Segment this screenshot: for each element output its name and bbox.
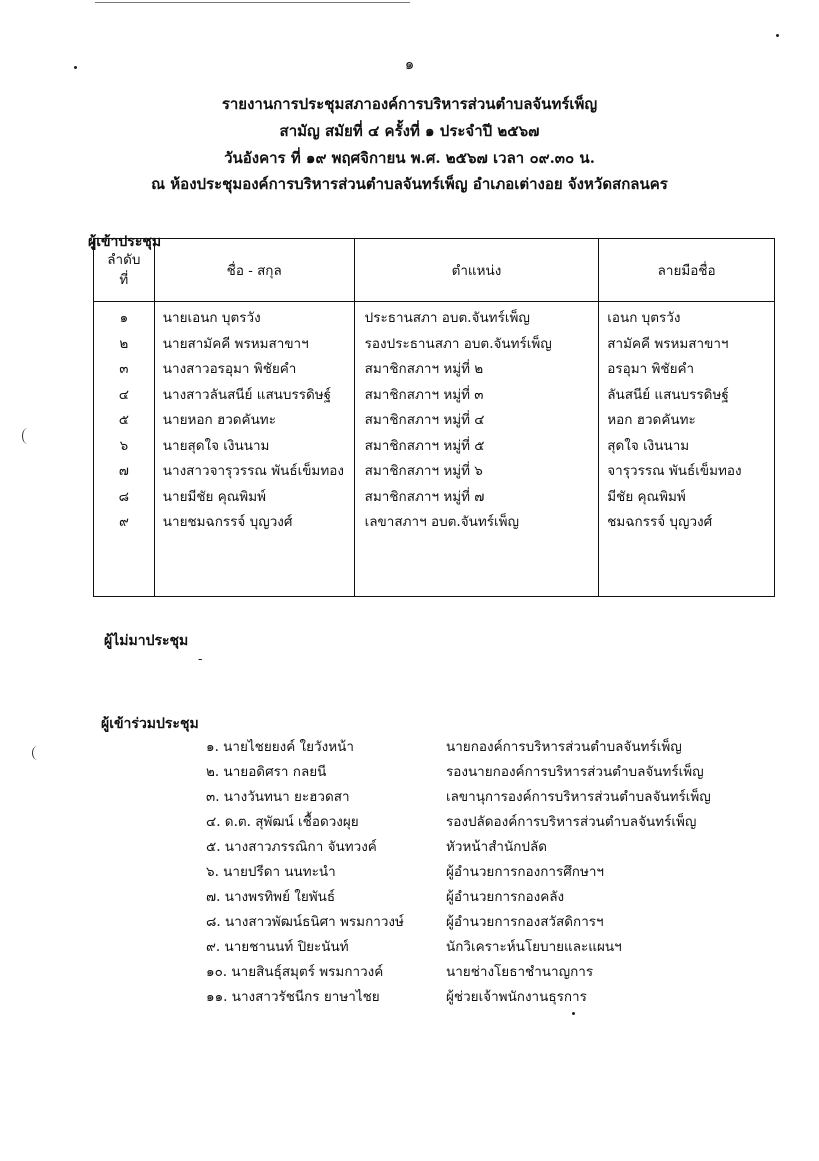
row-position: สมาชิกสภาฯ หมู่ที่ ๖ <box>364 463 483 479</box>
row-no: ๔ <box>118 386 129 403</box>
row-name: นางสาวอรอุมา พิชัยคำ <box>162 361 297 377</box>
participant-position: ผู้อำนวยการกองคลัง <box>446 889 565 905</box>
attendees-label: ผู้เข้าประชุม <box>88 234 162 250</box>
session-line: สามัญ สมัยที่ ๔ ครั้งที่ ๑ ประจำปี ๒๕๖๗ <box>279 122 540 140</box>
no-column <box>94 302 155 597</box>
report-title: รายงานการประชุมสภาองค์การบริหารส่วนตำบลจันทร์เพ็ญ <box>221 95 598 113</box>
participant-position: นายกองค์การบริหารส่วนตำบลจันทร์เพ็ญ <box>446 739 682 755</box>
scan-edge-line <box>95 2 410 3</box>
col-header-no <box>94 239 155 302</box>
row-signature: ลันสนีย์ แสนบรรดิษฐ์ <box>607 386 729 403</box>
participant-position: เลขานุการองค์การบริหารส่วนตำบลจันทร์เพ็ญ <box>446 789 711 805</box>
row-position: สมาชิกสภาฯ หมู่ที่ ๔ <box>364 412 485 428</box>
list-item <box>206 910 766 934</box>
row-no: ๕ <box>118 412 129 428</box>
list-item <box>206 810 766 834</box>
participant-name: ๙. นายชานนท์ ปิยะนันท์ <box>206 939 349 955</box>
row-position: รองประธานสภา อบต.จันทร์เพ็ญ <box>364 335 552 352</box>
participant-name: ๗. นางพรทิพย์ ใยพันธ์ <box>206 889 336 905</box>
row-name: นายสามัคคี พรหมสาขาฯ <box>162 335 309 352</box>
venue-line: ณ ห้องประชุมองค์การบริหารส่วนตำบลจันทร์เพ็ญ อำเภอเต่างอย จังหวัดสกลนคร <box>151 175 668 193</box>
row-no: ๖ <box>119 437 129 454</box>
row-name: นายมีชัย คุณพิมพ์ <box>162 488 266 505</box>
row-name: นางสาวลันสนีย์ แสนบรรดิษฐ์ <box>162 386 332 403</box>
attendees-table <box>93 238 775 597</box>
list-item <box>206 835 766 859</box>
participant-position: นักวิเคราะห์นโยบายและแผนฯ <box>446 939 622 955</box>
row-position: สมาชิกสภาฯ หมู่ที่ ๒ <box>364 361 484 377</box>
table-body <box>94 302 775 597</box>
date-line: วันอังคาร ที่ ๑๙ พฤศจิกายน พ.ศ. ๒๕๖๗ เวลา ๐๙.๓๐ น. <box>224 149 595 167</box>
row-signature: จารุวรรณ พันธ์เข็มทอง <box>607 463 742 479</box>
col-header-name: ชื่อ - สกุล <box>154 239 354 302</box>
row-signature: มีชัย คุณพิมพ์ <box>607 488 686 505</box>
col-header-no-line2: ที่ <box>119 272 129 288</box>
row-signature: สามัคคี พรหมสาขาฯ <box>607 335 729 352</box>
participant-position: รองนายกองค์การบริหารส่วนตำบลจันทร์เพ็ญ <box>446 764 704 780</box>
row-no: ๙ <box>118 514 129 530</box>
participant-name: ๒. นายอดิศรา กลยนี <box>206 764 327 780</box>
participant-name: ๘. นางสาวพัฒน์ธนิศา พรมกาวงษ์ <box>206 914 404 930</box>
list-item <box>206 935 766 959</box>
row-name: นายสุดใจ เงินนาม <box>162 437 270 454</box>
list-item <box>206 985 766 1009</box>
participant-name: ๑๐. นายสินธุ์สมุตร์ พรมกาวงค์ <box>206 964 384 980</box>
list-item <box>206 735 766 759</box>
col-header-no-line1: ลำดับ <box>107 252 141 268</box>
participant-position: ผู้ช่วยเจ้าพนักงานธุรการ <box>446 989 587 1005</box>
row-position: เลขาสภาฯ อบต.จันทร์เพ็ญ <box>364 514 519 530</box>
col-header-signature: ลายมือชื่อ <box>599 239 775 302</box>
row-no: ๓ <box>119 361 129 377</box>
name-column <box>154 302 354 597</box>
page-number: ๑ <box>404 55 415 73</box>
row-position: สมาชิกสภาฯ หมู่ที่ ๓ <box>364 386 484 403</box>
scan-speck <box>572 1012 575 1015</box>
scan-speck <box>776 34 779 37</box>
signature-column <box>599 302 775 597</box>
row-position: สมาชิกสภาฯ หมู่ที่ ๕ <box>364 437 485 454</box>
col-header-position: ตำแหน่ง <box>354 239 599 302</box>
list-item <box>206 760 766 784</box>
participant-position: นายช่างโยธาชำนาญการ <box>446 964 594 980</box>
participant-name: ๖. นายปรีดา นนทะนำ <box>206 864 336 880</box>
list-item <box>206 860 766 884</box>
row-no: ๑ <box>119 310 129 326</box>
list-item <box>206 885 766 909</box>
row-position: ประธานสภา อบต.จันทร์เพ็ญ <box>364 310 530 326</box>
row-position: สมาชิกสภาฯ หมู่ที่ ๗ <box>364 488 485 505</box>
row-signature: สุดใจ เงินนาม <box>607 437 690 454</box>
scan-margin-mark <box>22 428 33 444</box>
list-item <box>206 785 766 809</box>
scan-margin-mark <box>32 746 43 760</box>
row-signature: เอนก บุตรวัง <box>607 310 681 326</box>
row-no: ๗ <box>118 463 129 479</box>
participant-name: ๑. นายไชยยงค์ ใยวังหน้า <box>206 739 354 755</box>
participants-label: ผู้เข้าร่วมประชุม <box>101 716 199 732</box>
participant-name: ๑๑. นางสาวรัชนีกร ยาษาไชย <box>206 989 380 1005</box>
table-header-row <box>94 239 775 302</box>
participant-position: หัวหน้าสำนักปลัด <box>446 839 548 855</box>
row-signature: ชมฉกรรจ์ บุญวงศ์ <box>607 514 713 530</box>
absent-value: - <box>198 652 203 667</box>
row-signature: หอก ฮวดคันทะ <box>607 412 696 428</box>
row-name: นายชมฉกรรจ์ บุญวงศ์ <box>162 514 293 530</box>
row-no: ๒ <box>119 335 129 352</box>
row-no: ๘ <box>118 488 130 505</box>
list-item <box>206 960 766 984</box>
row-name: นายหอก ฮวดคันทะ <box>162 412 276 428</box>
participant-name: ๔. ด.ต. สุพัฒน์ เชื้อดวงผุย <box>206 814 359 830</box>
row-name: นายเอนก บุตรวัง <box>162 310 261 326</box>
participant-name: ๓. นางวันทนา ยะฮวดสา <box>206 789 350 805</box>
participant-name: ๕. นางสาวภรรณิกา จันทวงค์ <box>206 839 377 855</box>
participant-position: ผู้อำนวยการกองสวัสดิการฯ <box>446 914 604 930</box>
row-name: นางสาวจารุวรรณ พันธ์เข็มทอง <box>162 463 344 479</box>
position-column <box>354 302 599 597</box>
participant-position: ผู้อำนวยการกองการศึกษาฯ <box>446 864 605 880</box>
row-signature: อรอุมา พิชัยคำ <box>607 361 695 377</box>
absent-label: ผู้ไม่มาประชุม <box>104 633 189 649</box>
participant-position: รองปลัดองค์การบริหารส่วนตำบลจันทร์เพ็ญ <box>446 814 697 830</box>
